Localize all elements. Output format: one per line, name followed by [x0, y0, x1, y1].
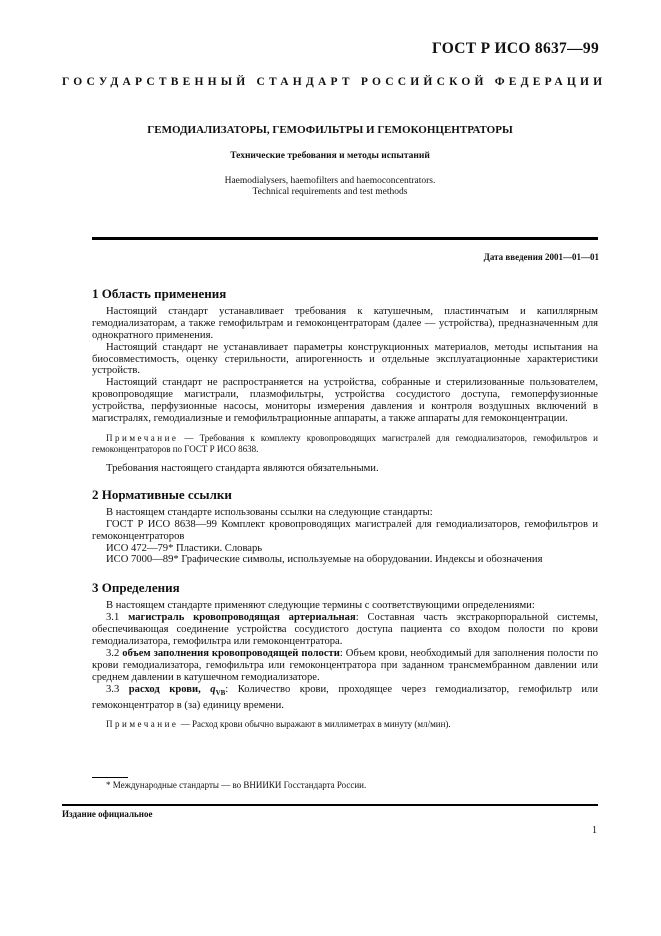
- english-title-line2: Technical requirements and test methods: [252, 187, 408, 197]
- section-1-heading: 1 Область применения: [92, 286, 227, 301]
- definition-term: объем заполнения кровопроводящей полости: [122, 647, 340, 659]
- note: [92, 433, 598, 455]
- definition-3-3: [92, 684, 598, 712]
- divider: [62, 804, 598, 806]
- definition-text: : Количество крови, проходящее через гемодиализатор, гемофильтр или гемоконцентратор в (за) единицу времени.: [92, 683, 598, 711]
- edition-label: Издание официальное: [62, 809, 153, 819]
- section-3-heading: 3 Определения: [92, 580, 180, 596]
- introduction-date: Дата введения 2001—01—01: [483, 252, 599, 262]
- english-title: [62, 176, 598, 198]
- state-standard-banner: ГОСУДАРСТВЕННЫЙ СТАНДАРТ РОССИЙСКОЙ ФЕДЕРАЦИИ: [62, 76, 607, 88]
- reference-item: ИСО 7000—89* Графические символы, используемые на оборудовании. Индексы и обозначения: [106, 554, 543, 566]
- divider: [92, 237, 598, 240]
- english-title-line1: Haemodialysers, haemofilters and haemoconcentrators.: [224, 176, 436, 186]
- document-number: ГОСТ Р ИСО 8637—99: [431, 40, 599, 57]
- reference-item: ГОСТ Р ИСО 8638—99 Комплект кровопроводящих магистралей для гемодиализаторов, гемофильтров и гемоконцентраторов: [92, 518, 598, 542]
- note-label: Примечание: [106, 719, 179, 730]
- definition-3-1: [92, 612, 598, 648]
- note-label: Примечание: [106, 432, 179, 443]
- page-number: 1: [592, 825, 597, 836]
- definition-text: : Объем крови, необходимый для заполнения полости по крови гемодиализатора, гемофильтра или гемоконцентратора при заданном трансмембранном давлении или среднем давлении в катушечном гемодиализаторе.: [92, 647, 598, 683]
- document-title: ГЕМОДИАЛИЗАТОРЫ, ГЕМОФИЛЬТРЫ И ГЕМОКОНЦЕНТРАТОРЫ: [147, 124, 513, 136]
- note-text: — Требования к комплекту кровопроводящих магистралей для гемодиализаторов, гемофильтров и гемоконцентраторов по ГОСТ Р ИСО 8638.: [92, 432, 598, 454]
- definition-number: 3.1: [106, 612, 129, 624]
- paragraph: Настоящий стандарт не распространяется на устройства, собранные и стерилизованные пользователем, кровопроводящие магистрали, плазмофильтры, устройства сосудистого доступа, гемоперфузионные устройства, перфузионные насосы, мониторы измерения давления и контроля воздушных включений в магистралях, гемодиализные и гемофильтрационные аппараты, а также аппараты для гемоконцентрации.: [92, 377, 598, 425]
- paragraph: Требования настоящего стандарта являются обязательными.: [106, 462, 379, 474]
- reference-item: ИСО 472—79* Пластики. Словарь: [106, 542, 263, 554]
- note-text: — Расход крови обычно выражают в миллиметрах в минуту (мл/мин).: [178, 719, 451, 730]
- paragraph: В настоящем стандарте использованы ссылки на следующие стандарты:: [106, 506, 433, 518]
- footnote-divider: [92, 777, 128, 778]
- footnote: * Международные стандарты — во ВНИИКИ Госстандарта России.: [106, 780, 367, 790]
- document-subtitle: Технические требования и методы испытаний: [230, 151, 430, 161]
- definition-3-2: [92, 648, 598, 684]
- paragraph: Настоящий стандарт устанавливает требования к катушечным, пластинчатым и капиллярным гемодиализаторам, а также гемофильтрам и гемоконцентраторам (далее — устройства), предназначенным для однократного применения.: [92, 305, 598, 341]
- document-body: [92, 288, 598, 738]
- definition-text: : Составная часть экстракорпоральной системы, обеспечивающая соединение устройства сосудистого доступа пациента со входом полости по крови гемодиализатора, гемофильтра или гемоконцентратора.: [92, 612, 598, 647]
- definition-term: расход крови,: [128, 683, 211, 695]
- definition-number: 3.2: [106, 647, 123, 659]
- paragraph: В настоящем стандарте применяют следующие термины с соответствующими определениями:: [106, 600, 535, 612]
- definition-term: магистраль кровопроводящая артериальная: [128, 612, 356, 624]
- note: [92, 719, 598, 730]
- symbol: q: [210, 683, 216, 695]
- section-2-heading: 2 Нормативные ссылки: [92, 486, 232, 502]
- definition-number: 3.3: [106, 683, 129, 695]
- paragraph: Настоящий стандарт не устанавливает параметры конструкционных материалов, методы испытания на биосовместимость, оценку стерильности, апирогенность и отдельные эксплуатационные характеристики устройств.: [92, 341, 598, 377]
- symbol-subscript: VB: [215, 688, 226, 697]
